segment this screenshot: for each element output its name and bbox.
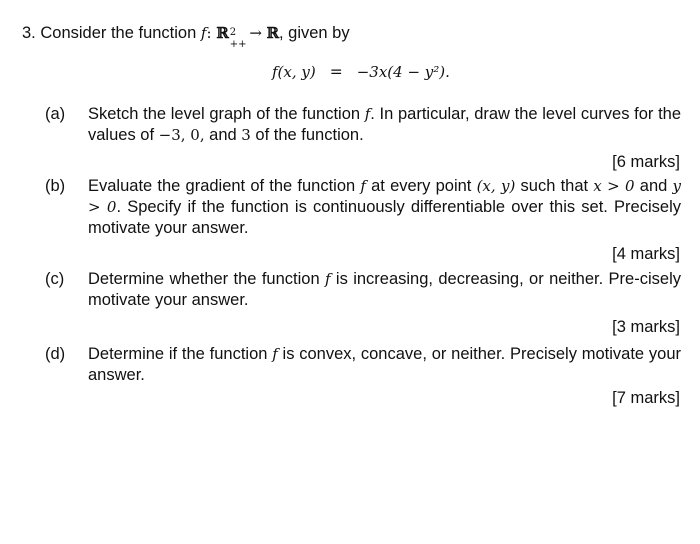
- domain-superscript-subscript: [229, 23, 247, 50]
- part-d-marks: [7 marks]: [612, 389, 680, 407]
- part-d-text-1: Determine if the function: [88, 345, 273, 363]
- part-a-text-2: . In particular, draw the level curves for the values of: [88, 105, 682, 144]
- part-b-math-1: f: [360, 177, 366, 195]
- question-intro: Consider the function: [40, 24, 197, 42]
- part-b-text-2: at every point: [365, 177, 477, 195]
- part-b-text-1: Evaluate the gradient of the function: [88, 177, 361, 195]
- part-a-marks: [6 marks]: [612, 153, 680, 171]
- part-a-math-2: −3, 0,: [158, 126, 205, 144]
- part-c-label: (c): [45, 270, 65, 288]
- part-a-label: (a): [45, 105, 66, 123]
- part-d-text: [88, 344, 681, 386]
- part-a-text-4: of the function.: [250, 126, 364, 144]
- part-c-text-2: is increasing, decreasing, or neither. Pre-cisely motivate your answer.: [88, 270, 681, 309]
- part-b-math-3: x > 0: [593, 177, 635, 195]
- part-a-math-1: f: [364, 105, 371, 123]
- domain-subscript: ++: [229, 38, 247, 50]
- domain-set: ℝ: [216, 24, 229, 42]
- part-c-math-1: f: [325, 270, 331, 288]
- part-b-math-4: y > 0: [88, 177, 681, 216]
- part-b-text-5: . Specify if the function is continuously differentiable over this set. Precisely motivate your answer.: [88, 198, 681, 237]
- part-c-marks: [3 marks]: [612, 318, 680, 336]
- part-d-label: (d): [45, 345, 66, 363]
- question-number: 3.: [22, 24, 36, 42]
- part-a-text-1: Sketch the level graph of the function: [88, 105, 365, 123]
- domain-superscript: 2: [229, 26, 237, 38]
- equation-lhs: f(x, y): [272, 63, 316, 81]
- part-b-text: [88, 176, 681, 239]
- part-a-text-3: and: [204, 126, 242, 144]
- equation-rhs: −3x(4 − y²).: [356, 63, 450, 81]
- mapping-colon: :: [206, 24, 217, 42]
- part-c-text-1: Determine whether the function: [88, 270, 325, 288]
- equation-equals: =: [329, 63, 343, 81]
- part-b-text-3: such that: [515, 177, 594, 195]
- codomain-set: ℝ: [266, 24, 279, 42]
- part-b-text-4: and: [634, 177, 673, 195]
- part-b-marks: [4 marks]: [612, 245, 680, 263]
- part-a-math-3: 3: [241, 126, 251, 144]
- part-b-label: (b): [45, 177, 66, 195]
- part-d-text-2: is convex, concave, or neither. Precisely motivate your answer.: [88, 345, 681, 384]
- question-heading: [22, 22, 350, 50]
- part-a-text: [88, 104, 681, 146]
- part-b-math-2: (x, y): [476, 177, 516, 195]
- arrow-symbol: →: [249, 24, 262, 42]
- given-by-text: , given by: [278, 24, 350, 42]
- function-symbol: f: [200, 24, 207, 42]
- part-c-text: [88, 269, 681, 311]
- function-equation: [272, 60, 450, 84]
- part-d-math-1: f: [272, 345, 278, 363]
